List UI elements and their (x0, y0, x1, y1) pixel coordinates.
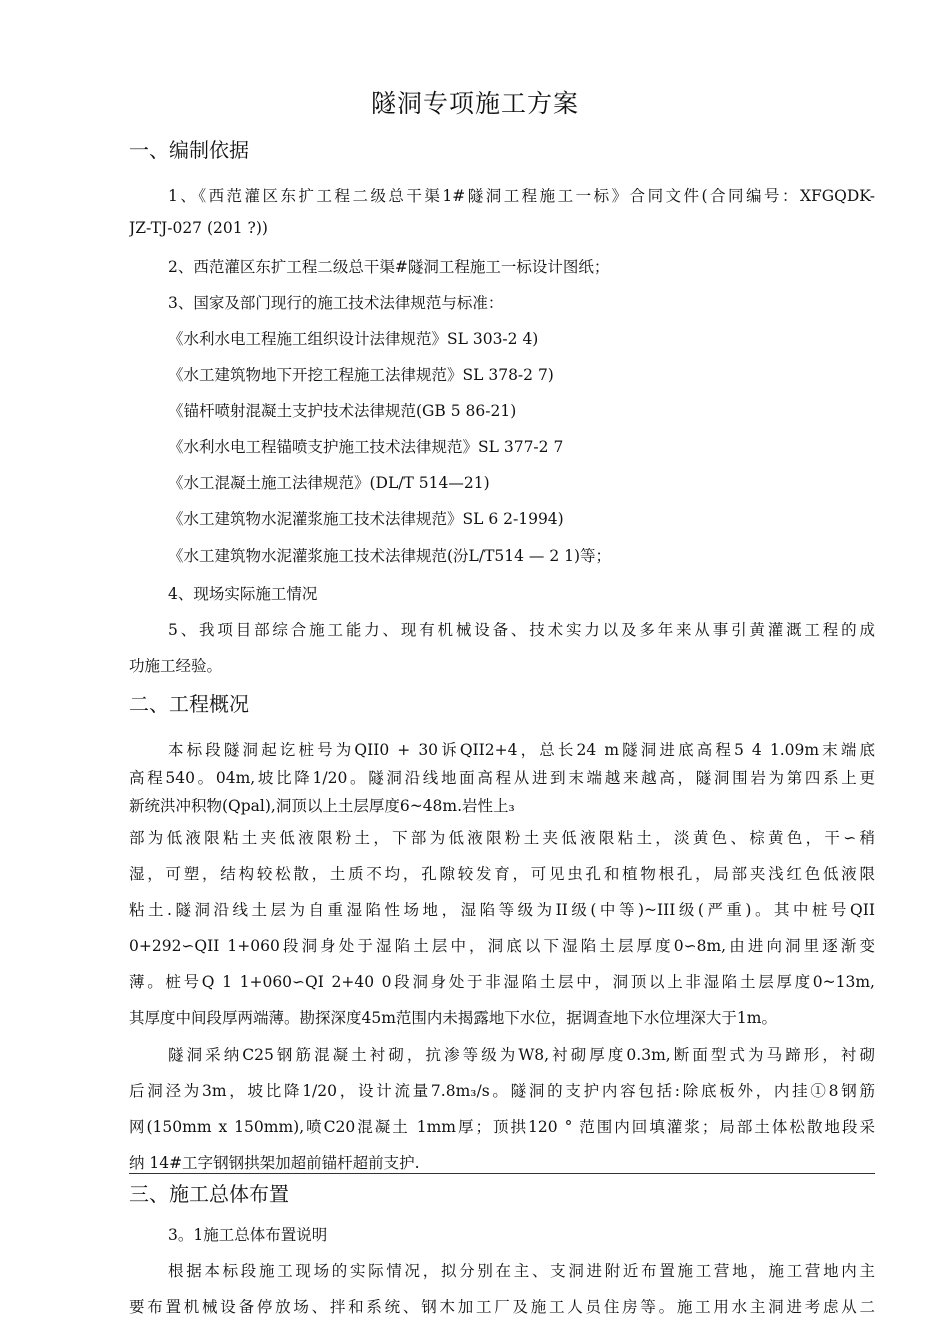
section-heading-layout: 三、施工总体布置 (129, 1182, 289, 1206)
overview-paragraph-line: 部为低液限粘土夹低液限粉土，下部为低液限粉土夹低液限粘土，淡黄色、棕黄色，干∽稍 (129, 829, 875, 847)
overview-paragraph-line: 高程540。04m,坡比降1/20。隧洞沿线地面高程从进到末端越来越高，隧洞围岩为第四系上更 (129, 769, 875, 787)
standard-item: 《水工建筑物水泥灌浆施工技术法律规范》SL 6 2-1994) (168, 510, 564, 528)
standard-item: 《水利水电工程施工组织设计法律规范》SL 303-2 4) (168, 330, 539, 348)
overview-paragraph-line: 本标段隧洞起讫桩号为QII0 + 30诉QII2+4，总长24 m隧洞进底高程5 4 1.09m末端底 (168, 741, 875, 759)
overview-paragraph-line: 新统洪冲积物(Qpal),洞顶以上土层厚度6~48m.岩性上₃ (129, 797, 515, 815)
standard-item: 《水利水电工程锚喷支护施工技术法律规范》SL 377-2 7 (168, 438, 564, 456)
lining-paragraph-line: 隧洞采纳C25钢筋混凝土衬砌，抗渗等级为W8,衬砌厚度0.3m,断面型式为马蹄形，衬砌 (168, 1046, 875, 1064)
overview-paragraph-line: 其厚度中间段厚两端薄。勘探深度45m范围内未揭露地下水位，据调查地下水位埋深大于1m。 (129, 1009, 777, 1027)
section-divider (129, 1173, 875, 1174)
document-title: 隧洞专项施工方案 (370, 89, 579, 118)
lining-paragraph-line: 网(150mm x 150mm),喷C20混凝土 1mm厚；顶拱120 ° 范围内回填灌浆；局部土体松散地段采 (129, 1118, 875, 1136)
overview-paragraph-line: 薄。桩号Q 1 1+060∽QI 2+40 0段洞身处于非湿陷土层中，洞顶以上非湿陷土层厚度0~13m, (129, 973, 875, 991)
standard-item: 《水工混凝土施工法律规范》(DL/T 514—21) (168, 474, 490, 492)
basis-item-5-line-1: 5、我项目部综合施工能力、现有机械设备、技术实力以及多年来从事引黄灌溉工程的成 (168, 621, 875, 639)
overview-paragraph-line: 湿，可塑，结构较松散，土质不均，孔隙较发育，可见虫孔和植物根孔，局部夹浅红色低液限 (129, 865, 875, 883)
section-heading-overview: 二、工程概况 (129, 692, 249, 716)
overview-paragraph-line: 0+292∽QII 1+060段洞身处于湿陷土层中，洞底以下湿陷土层厚度0∽8m,由进向洞里逐渐变 (129, 937, 875, 955)
basis-item-3: 3、国家及部门现行的施工技术法律规范与标准： (168, 294, 504, 312)
basis-item-4: 4、现场实际施工情况 (168, 585, 318, 603)
lining-paragraph-line: 纳 14#工字钢钢拱架加超前锚杆超前支护. (129, 1154, 420, 1172)
overview-paragraph-line: 粘土.隧洞沿线土层为自重湿陷性场地，湿陷等级为II级(中等)~III级(严重)。其中桩号QII (129, 901, 875, 919)
standard-item: 《水工建筑物地下开挖工程施工法律规范》SL 378-2 7) (168, 366, 554, 384)
basis-item-5-line-2: 功施工经验。 (129, 657, 223, 675)
layout-paragraph-line: 要布置机械设备停放场、拌和系统、钢木加工厂及施工人员住房等。施工用水主洞进考虑从二 (129, 1298, 875, 1316)
basis-item-1-line-1: 1、《西范灌区东扩工程二级总干渠1#隧洞工程施工一标》合同文件(合同编号：XFGQDK- (168, 187, 875, 205)
basis-item-2: 2、西范灌区东扩工程二级总干渠#隧洞工程施工一标设计图纸； (168, 258, 610, 276)
layout-paragraph-line: 根据本标段施工现场的实际情况，拟分别在主、支洞进附近布置施工营地，施工营地内主 (168, 1262, 875, 1280)
section-heading-basis: 一、编制依据 (129, 138, 249, 162)
standard-item: 《锚杆喷射混凝土支护技术法律规范(GB 5 86-21) (168, 402, 517, 420)
standard-item: 《水工建筑物水泥灌浆施工技术法律规范(汾L/T514 — 2 1)等； (168, 547, 612, 565)
lining-paragraph-line: 后洞泾为3m，坡比降1/20，设计流量7.8m₃/s。隧洞的支护内容包括:除底板外，内挂①8钢筋 (129, 1082, 875, 1100)
layout-subheading: 3。1施工总体布置说明 (168, 1226, 328, 1244)
basis-item-1-line-2: JZ-TJ-027 (201 ?)) (129, 219, 268, 237)
